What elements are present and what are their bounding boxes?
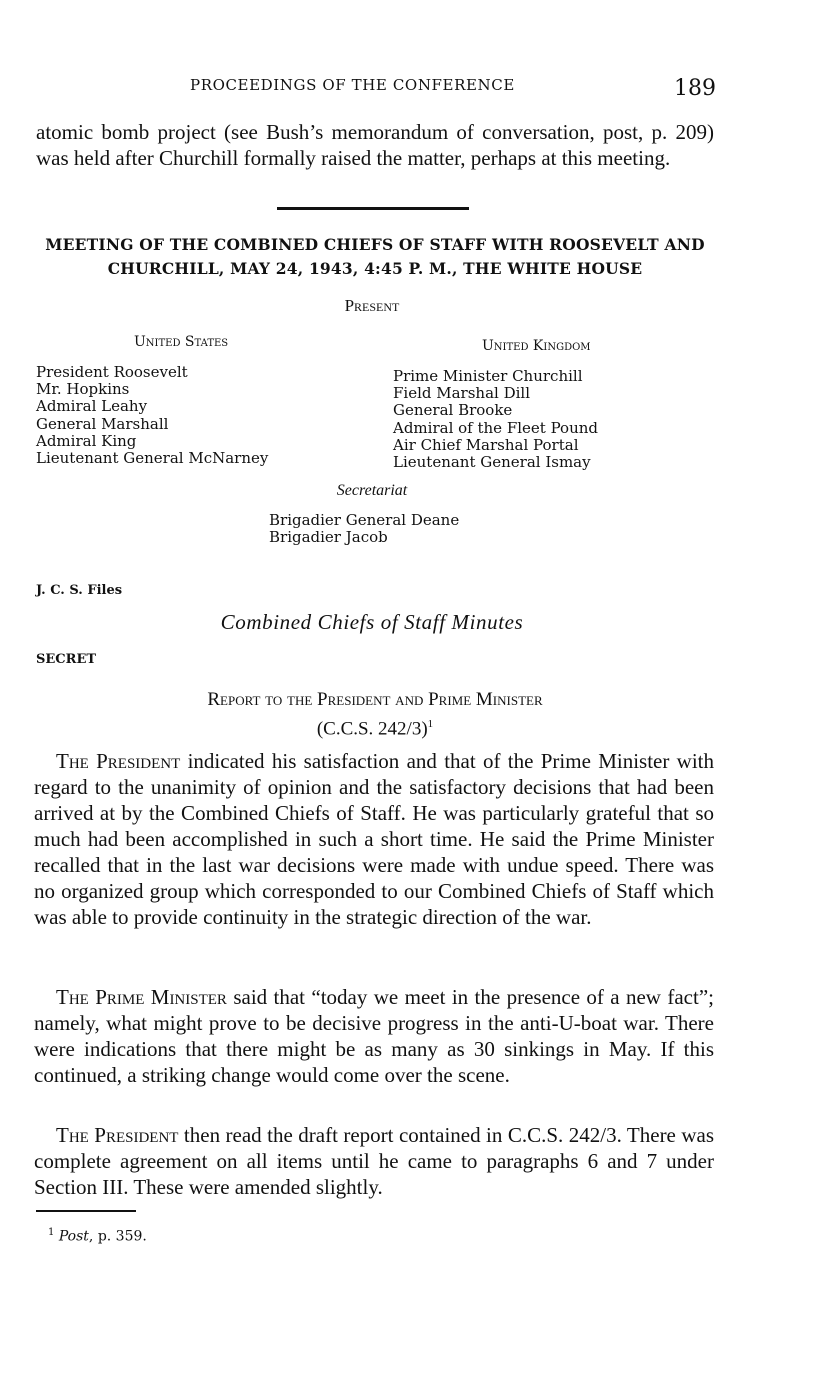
paragraph	[34, 1122, 714, 1200]
attendee: General Marshall	[36, 414, 169, 433]
attendee: General Brooke	[393, 401, 513, 420]
present-label: Present	[344, 296, 400, 315]
footnote-ref: Post	[58, 1228, 89, 1245]
speaker-name: The Prime Minister	[56, 985, 227, 1009]
secretariat-member: Brigadier Jacob	[269, 528, 388, 547]
document-title: Combined Chiefs of Staff Minutes	[220, 610, 524, 634]
footnote-number: 1	[48, 1227, 55, 1238]
attendee: Admiral of the Fleet Pound	[393, 418, 599, 437]
attendee: Air Chief Marshal Portal	[393, 435, 579, 454]
us-column-heading: United States	[134, 334, 229, 350]
attendee: Mr. Hopkins	[36, 380, 130, 399]
running-header: PROCEEDINGS OF THE CONFERENCE	[190, 76, 515, 94]
attendee: Lieutenant General McNarney	[36, 449, 269, 468]
paragraph-text: indicated his satisfaction and that of the Prime Minister with regard to the unanimity of opinion and the satisfactory decisions that had been arrived at by the Combined Chiefs of Staff. He was particularly grateful that so much had been accomplished in such a short time. He said the Prime Minister recalled that in the last war decisions were made with undue speed. There was no organized group which corresponded to our Combined Chiefs of Staff which was able to provide continuity in the strategic direction of the war.	[34, 749, 714, 929]
footnote	[48, 1227, 147, 1245]
uk-attendee-list	[393, 368, 598, 471]
secretariat-member: Brigadier General Deane	[269, 511, 460, 529]
paragraph	[34, 748, 714, 930]
attendee: President Roosevelt	[36, 363, 188, 381]
attendee: Admiral King	[36, 431, 137, 450]
paragraph-text: then read the draft report contained in C.C.S. 242/3. There was complete agreement on all items until he came to paragraphs 6 and 7 under Section III. These were amended slightly.	[34, 1123, 715, 1199]
report-title-line1: Report to the President and Prime Minister	[207, 689, 543, 710]
footnote-text: , p. 359.	[88, 1228, 147, 1245]
source-file-label: J. C. S. Files	[36, 583, 123, 598]
speaker-name: The President	[56, 1123, 179, 1147]
uk-column-heading: United Kingdom	[482, 338, 591, 354]
footnote-divider	[36, 1210, 136, 1212]
attendee: Admiral Leahy	[36, 397, 148, 416]
attendee: Field Marshal Dill	[393, 384, 531, 403]
secretariat-label: Secretariat	[336, 482, 408, 499]
report-title-line2	[36, 712, 714, 741]
footnote-marker: 1	[427, 718, 434, 730]
section-divider	[277, 207, 469, 210]
classification-label: SECRET	[36, 652, 97, 667]
attendee: Lieutenant General Ismay	[393, 453, 591, 472]
attendee: Prime Minister Churchill	[393, 367, 583, 385]
speaker-name: The President	[56, 749, 181, 773]
page-number: 189	[674, 76, 716, 101]
paragraph	[34, 984, 714, 1088]
report-title	[36, 688, 714, 741]
report-reference: (C.C.S. 242/3)	[316, 718, 428, 740]
secretariat-list	[269, 512, 459, 546]
carryover-paragraph: atomic bomb project (see Bush’s memorandum of conversation, post, p. 209) was held after Churchill formally raised the matter, perhaps at this meeting.	[36, 120, 714, 170]
meeting-heading: MEETING OF THE COMBINED CHIEFS OF STAFF WITH ROOSEVELT AND CHURCHILL, MAY 24, 1943, 4:45 P. M., THE WHITE HOUSE	[45, 235, 705, 278]
paragraph-text: said that “today we meet in the presence of a new fact”; namely, what might prove to be decisive progress in the anti-U-boat war. There were indications that there might be as many as 30 sinkings in May. If this continued, a striking change would come over the scene.	[34, 985, 714, 1087]
us-attendee-list	[36, 364, 268, 467]
